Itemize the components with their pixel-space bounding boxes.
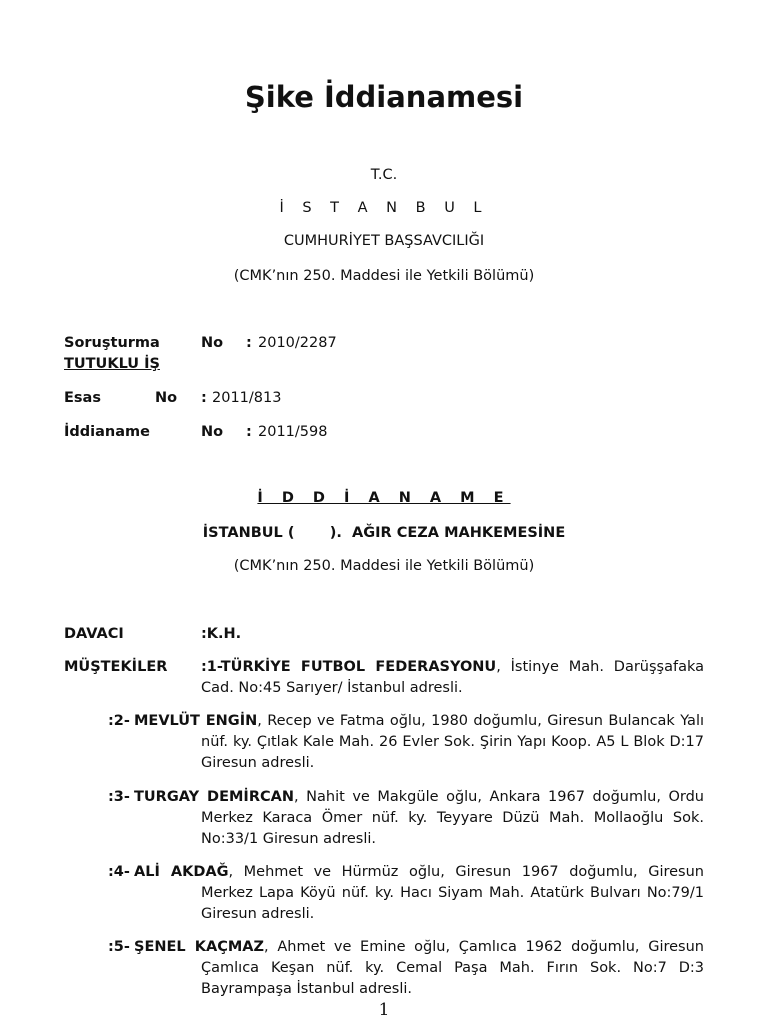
indictment-heading: İ D D İ A N A M E — [257, 490, 511, 506]
complainant-1 — [201, 657, 704, 699]
complainant-name: ŞENEL KAÇMAZ — [134, 939, 265, 955]
header-office: CUMHURİYET BAŞSAVCILIĞI — [283, 233, 485, 249]
esas-no-label: No — [155, 390, 178, 406]
complainant-details: , Ahmet ve Emine oğlu, Çamlıca 1962 doğumlu, Giresun Çamlıca Keşan nüf. ky. Cemal Paşa Mah. Fırın Sok. No:7 D:3 Bayrampaşa İstanbul adresli. — [201, 939, 704, 997]
header-city: İ S T A N B U L — [279, 200, 489, 216]
complainant-details: , Nahit ve Makgüle oğlu, Ankara 1967 doğumlu, Ordu Merkez Karaca Ömer nüf. ky. Teyyare Düzü Mah. Mollaoğlu Sok. No:33/1 Giresun adresli. — [201, 789, 704, 847]
complainant-details: , İstinye Mah. Darüşşafaka Cad. No:45 Sarıyer/ İstanbul adresli. — [201, 659, 704, 696]
mustekiler-label: MÜŞTEKİLER — [64, 659, 168, 675]
davaci-value: :K.H. — [201, 626, 242, 642]
indictment-note: (CMK’nın 250. Maddesi ile Yetkili Bölümü) — [233, 558, 535, 574]
tutuklu-is: TUTUKLU İŞ — [64, 356, 160, 372]
complainant-number: :4- — [108, 864, 130, 880]
complainant-2 — [134, 711, 704, 774]
court-name: İSTANBUL ( ). AĞIR CEZA MAHKEMESİNE — [202, 525, 566, 541]
sorusturma-no-label: No — [201, 335, 224, 351]
page-number: 1 — [378, 1000, 390, 1020]
complainant-name: ALİ AKDAĞ — [134, 864, 229, 880]
sorusturma-colon: : — [246, 335, 252, 351]
document-title: Şike İddianamesi — [244, 80, 524, 114]
davaci-label: DAVACI — [64, 626, 124, 642]
sorusturma-value: 2010/2287 — [258, 335, 337, 351]
complainant-number: :5- — [108, 939, 130, 955]
header-note: (CMK’nın 250. Maddesi ile Yetkili Bölümü) — [233, 268, 535, 284]
complainant-4 — [134, 862, 704, 925]
complainant-3 — [134, 787, 704, 850]
complainant-details: , Mehmet ve Hürmüz oğlu, Giresun 1967 doğumlu, Giresun Merkez Lapa Köyü nüf. ky. Hacı Siyam Mah. Atatürk Bulvarı No:79/1 Giresun adresli. — [201, 864, 704, 922]
complainant-number: :3- — [108, 789, 130, 805]
complainant-name: TURGAY DEMİRCAN — [134, 789, 294, 805]
iddianame-colon: : — [246, 424, 252, 440]
complainant-number: :2- — [108, 713, 130, 729]
iddianame-label: İddianame — [64, 424, 150, 440]
esas-label: Esas — [64, 390, 101, 406]
header-tc: T.C. — [370, 167, 398, 183]
complainant-details: , Recep ve Fatma oğlu, 1980 doğumlu, Giresun Bulancak Yalı nüf. ky. Çıtlak Kale Mah. 26 Evler Sok. Şirin Yapı Koop. A5 L Blok D:17 Giresun adresli. — [201, 713, 704, 771]
complainant-number: :1- — [201, 659, 221, 675]
esas-colon: : — [201, 390, 207, 406]
iddianame-no-label: No — [201, 424, 224, 440]
complainant-5 — [134, 937, 704, 1000]
complainant-name: TÜRKİYE FUTBOL FEDERASYONU — [220, 659, 497, 675]
complainant-name: MEVLÜT ENGİN — [134, 713, 258, 729]
iddianame-value: 2011/598 — [258, 424, 328, 440]
sorusturma-label: Soruşturma — [64, 335, 160, 351]
esas-value: 2011/813 — [212, 390, 282, 406]
